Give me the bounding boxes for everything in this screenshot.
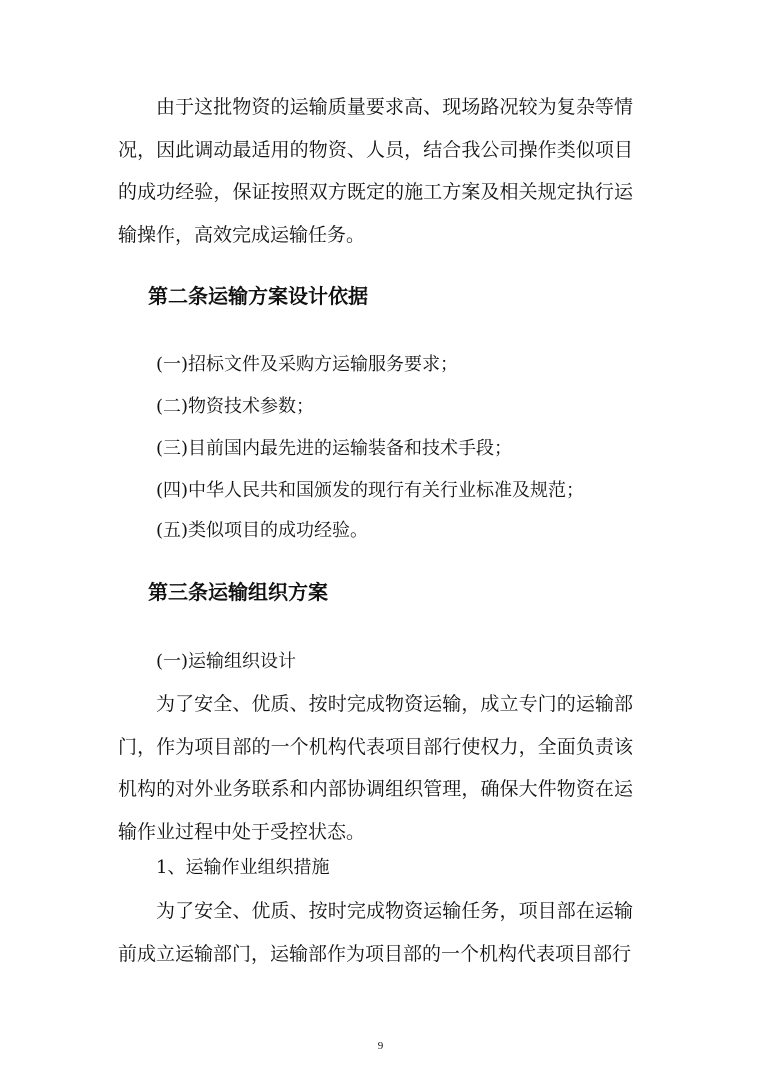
measures-paragraph: 为了安全、优质、按时完成物资运输任务，项目部在运输前成立运输部门，运输部作为项目部的一个机构代表项目部行	[118, 900, 633, 965]
section-2-heading: 第二条运输方案设计依据	[148, 284, 368, 308]
basis-item-3: (三)目前国内最先进的运输装备和技术手段；	[156, 438, 513, 459]
section-3-heading: 第三条运输组织方案	[148, 580, 328, 604]
basis-item-4: (四)中华人民共和国颁发的现行有关行业标准及规范；	[156, 480, 585, 501]
intro-paragraph: 由于这批物资的运输质量要求高、现场路况较为复杂等情况，因此调动最适用的物资、人员，结合我公司操作类似项目的成功经验，保证按照双方既定的施工方案及相关规定执行运输操作，高效完成运输任务。	[118, 96, 633, 246]
section-3-subheading: (一)运输组织设计	[156, 651, 297, 672]
organization-paragraph: 为了安全、优质、按时完成物资运输，成立专门的运输部门，作为项目部的一个机构代表项目部行使权力，全面负责该机构的对外业务联系和内部协调组织管理，确保大件物资在运输作业过程中处于受控状态。	[118, 693, 633, 843]
basis-item-1: (一)招标文件及采购方运输服务要求；	[156, 354, 459, 375]
basis-item-5: (五)类似项目的成功经验。	[156, 520, 369, 541]
section-3-sub-item: 1、运输作业组织措施	[156, 857, 330, 878]
basis-item-2: (二)物资技术参数；	[156, 396, 315, 417]
page-number: 9	[377, 1040, 384, 1052]
